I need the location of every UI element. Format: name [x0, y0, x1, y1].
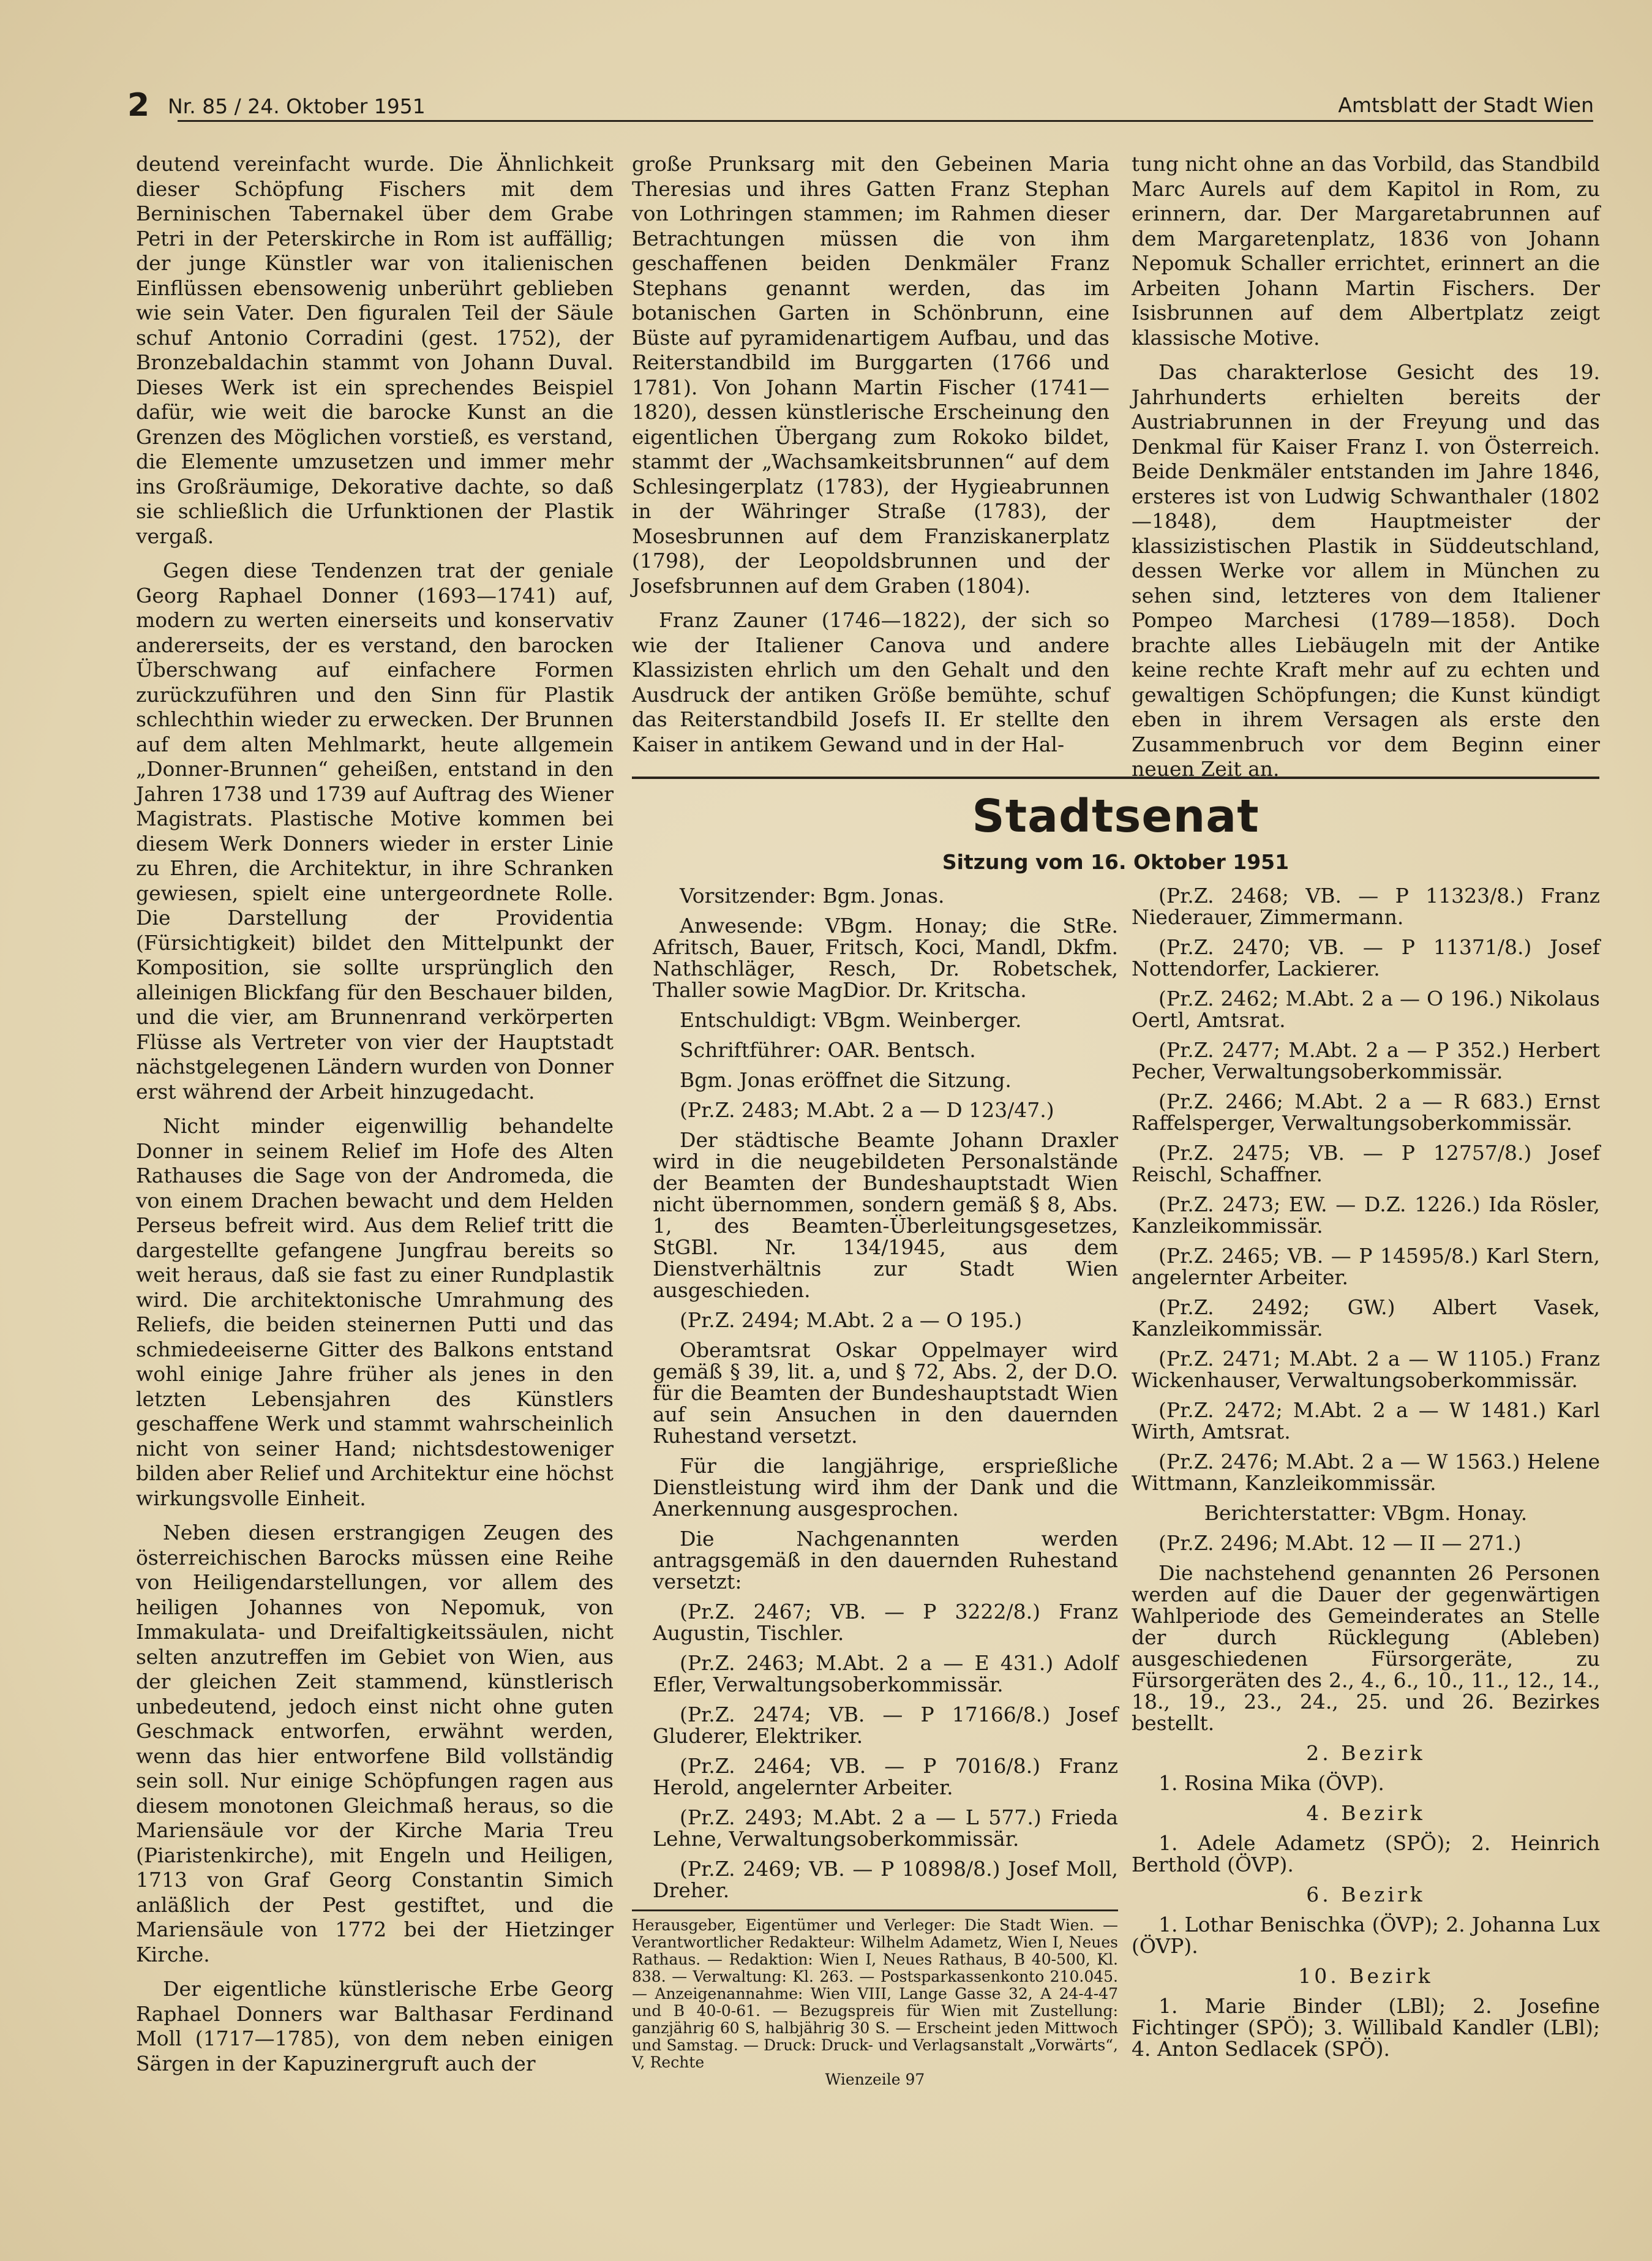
district-members: 1. Adele Adametz (SPÖ); 2. Heinrich Berthold (ÖVP).: [1132, 1831, 1600, 1876]
minutes-entry: (Pr.Z. 2477; M.Abt. 2 a — P 352.) Herbert Pecher, Verwaltungsoberkommissär.: [1132, 1038, 1600, 1083]
minutes-entry: (Pr.Z. 2467; VB. — P 3222/8.) Franz Augustin, Tischler.: [653, 1600, 1118, 1645]
minutes-entry: (Pr.Z. 2464; VB. — P 7016/8.) Franz Herold, angelernter Arbeiter.: [653, 1754, 1118, 1799]
minutes-entry: Die Nachgenannten werden antragsgemäß in den dauernden Ruhestand versetzt:: [653, 1527, 1118, 1593]
minutes-entry: (Pr.Z. 2496; M.Abt. 12 — II — 271.): [1158, 1531, 1522, 1555]
imprint-last-line: Wienzeile 97: [825, 2071, 925, 2088]
minutes-entry: Vorsitzender: Bgm. Jonas.: [680, 884, 945, 908]
minutes-entry: Anwesende: VBgm. Honay; die StRe. Afritsch, Bauer, Fritsch, Koci, Mandl, Dkfm. Nathschläger, Resch, Dr. Robetschek, Thaller sowie MagDior. Dr. Kritscha.: [653, 914, 1118, 1002]
minutes-entry: Der städtische Beamte Johann Draxler wird in die neugebildeten Personalstände der Beamten der Bundeshauptstadt Wien nicht übernommen, sondern gemäß § 8, Abs. 1, des Beamten-Überleitungsgesetzes, StGBl. Nr. 134/1945, aus dem Dienstverhältnis zur Stadt Wien ausgeschieden.: [653, 1128, 1118, 1302]
paragraph: große Prunksarg mit den Gebeinen Maria Theresias und ihres Gatten Franz Stephan von Lothringen stammen; im Rahmen dieser Betrachtungen müssen die von ihm geschaffenen beiden Denkmäler Franz Stephans genannt werden, das im botanischen Garten in Schönbrunn, eine Büste auf pyramidenartigem Aufbau, und das Reiterstandbild im Burggarten (1766 und 1781). Von Johann Martin Fischer (1741—1820), dessen künstlerische Erscheinung den eigentlichen Übergang zum Rokoko bildet, stammt der „Wachsamkeitsbrunnen“ auf dem Schlesingerplatz (1783), der Hygieabrunnen in der Währinger Straße (1783), der Mosesbrunnen auf dem Franziskanerplatz (1798), der Leopoldsbrunnen und der Josefsbrunnen auf dem Graben (1804).: [632, 152, 1109, 598]
minutes-entry: (Pr.Z. 2469; VB. — P 10898/8.) Josef Moll, Dreher.: [653, 1857, 1118, 1902]
article-column-3: [1132, 152, 1600, 792]
district-heading: 2. Bezirk: [1306, 1741, 1425, 1765]
imprint-text: Herausgeber, Eigentümer und Verleger: Die Stadt Wien. — Verantwortlicher Redakteur: Wilhelm Adametz, Wien I, Neues Rathaus. — Redaktion: Wien I, Neues Rathaus, B 40-500, Kl. 838. — Verwaltung: Kl. 263. — Postsparkassenkonto 210.045. — Anzeigenannahme: Wien VIII, Lange Gasse 32, A 24-4-47 und B 40-0-61. — Bezugspreis für Wien mit Zustellung: ganzjährig 60 S, halbjährig 30 S. — Erscheint jeden Mittwoch und Samstag. — Druck: Druck- und Verlagsanstalt „Vorwärts“, V, Rechte: [632, 1916, 1118, 2071]
senat-column-left: [653, 885, 1118, 1909]
minutes-entry: (Pr.Z. 2471; M.Abt. 2 a — W 1105.) Franz Wickenhauser, Verwaltungsoberkommissär.: [1132, 1347, 1600, 1392]
minutes-entry: (Pr.Z. 2494; M.Abt. 2 a — O 195.): [680, 1308, 1023, 1332]
paragraph: tung nicht ohne an das Vorbild, das Standbild Marc Aurels auf dem Kapitol in Rom, zu erinnern, dar. Der Margaretabrunnen auf dem Margaretenplatz, 1836 von Johann Nepomuk Schaller errichtet, erinnert an die Arbeiten Johann Martin Fischers. Der Isisbrunnen auf dem Albertplatz zeigt klassische Motive.: [1132, 152, 1600, 350]
district-heading: 4. Bezirk: [1306, 1801, 1425, 1825]
minutes-entry: Oberamtsrat Oskar Oppelmayer wird gemäß § 39, lit. a, und § 72, Abs. 2, der D.O. für die Beamten der Bundeshauptstadt Wien auf sein Ansuchen in den dauernden Ruhestand versetzt.: [653, 1338, 1118, 1448]
journal-title: Amtsblatt der Stadt Wien: [1338, 93, 1594, 117]
paragraph: deutend vereinfacht wurde. Die Ähnlichkeit dieser Schöpfung Fischers mit dem Berninischen Tabernakel über dem Grabe Petri in der Peterskirche in Rom ist auffällig; der junge Künstler war von italienischen Einflüssen ebensowenig unberührt geblieben wie sein Vater. Den figuralen Teil der Säule schuf Antonio Corradini (gest. 1752), der Bronzebaldachin stammt von Johann Duval. Dieses Werk ist ein sprechendes Beispiel dafür, wie weit die barocke Kunst an die Grenzen des Möglichen vorstieß, es verstand, die Elemente umzusetzen und immer mehr ins Großräumige, Dekorative dachte, so daß sie schließlich die Urfunktionen der Plastik vergaß.: [136, 152, 614, 548]
paragraph: Nicht minder eigenwillig behandelte Donner in seinem Relief im Hofe des Alten Rathauses die Sage von der Andromeda, die von einem Drachen bewacht und dem Helden Perseus befreit wird. Aus dem Relief tritt die dargestellte gefangene Jungfrau bereits so weit heraus, daß sie fast zu einer Rundplastik wird. Die architektonische Umrahmung des Reliefs, die beiden steinernen Putti und das schmiedeeiserne Gitter des Balkons entstand wohl einige Jahre früher als jenes in den letzten Lebensjahren des Künstlers geschaffene Werk und stammt wahrscheinlich nicht von seiner Hand; nichtsdestoweniger bilden aber Relief und Architektur eine höchst wirkungsvolle Einheit.: [136, 1114, 614, 1510]
minutes-entry: (Pr.Z. 2492; GW.) Albert Vasek, Kanzleikommissär.: [1132, 1295, 1600, 1341]
minutes-entry: (Pr.Z. 2476; M.Abt. 2 a — W 1563.) Helene Wittmann, Kanzleikommissär.: [1132, 1450, 1600, 1495]
district-heading: 6. Bezirk: [1306, 1883, 1425, 1906]
minutes-entry: Entschuldigt: VBgm. Weinberger.: [680, 1008, 1022, 1032]
minutes-entry: Schriftführer: OAR. Bentsch.: [680, 1038, 976, 1062]
district-members: 1. Marie Binder (LBl); 2. Josefine Fichtinger (SPÖ); 3. Willibald Kandler (LBl); 4. Anton Sedlacek (SPÖ).: [1132, 1994, 1600, 2061]
minutes-entry: Für die langjährige, ersprießliche Dienstleistung wird ihm der Dank und die Anerkennung ausgesprochen.: [653, 1454, 1118, 1521]
minutes-entry: (Pr.Z. 2493; M.Abt. 2 a — L 577.) Frieda Lehne, Verwaltungsoberkommissär.: [653, 1805, 1118, 1851]
paragraph: Das charakterlose Gesicht des 19. Jahrhunderts erhielten bereits der Austriabrunnen in der Freyung und das Denkmal für Kaiser Franz I. von Österreich. Beide Denkmäler entstanden im Jahre 1846, ersteres ist von Ludwig Schwanthaler (1802—1848), dem Hauptmeister der klassizistischen Plastik in Süddeutschland, dessen Werke vor allem in München zu sehen sind, letzteres von dem Italiener Pompeo Marchesi (1789—1858). Doch brachte alles Liebäugeln mit der Antike keine rechte Kraft mehr auf zu echten und gewaltigen Schöpfungen; die Kunst kündigt eben in ihrem Versagen als erste den Zusammenbruch vor dem Beginn einer neuen Zeit an.: [1132, 360, 1600, 781]
article-column-1: [136, 152, 614, 2086]
reporter-line: Berichterstatter: VBgm. Honay.: [1204, 1501, 1528, 1525]
section-rule: [632, 777, 1599, 779]
imprint-rule: [632, 1909, 1118, 1911]
page-number: 2: [127, 87, 150, 124]
issue-line: Nr. 85 / 24. Oktober 1951: [168, 94, 426, 118]
paragraph: Gegen diese Tendenzen trat der geniale Georg Raphael Donner (1693—1741) auf, modern zu werten einerseits und konservativ andererseits, der es verstand, den barocken Überschwang auf einfachere Formen zurückzuführen und den Sinn für Plastik schlechthin wieder zu erwecken. Der Brunnen auf dem alten Mehlmarkt, heute allgemein „Donner-Brunnen“ geheißen, entstand in den Jahren 1738 und 1739 auf Auftrag des Wiener Magistrats. Plastische Motive kommen bei diesem Werk Donners wieder in erster Linie zu Ehren, die Architektur, in ihre Schranken gewiesen, spielt eine untergeordnete Rolle. Die Darstellung der Providentia (Fürsichtigkeit) bildet den Mittelpunkt der Komposition, sie sollte ursprünglich den alleinigen Blickfang für den Beschauer bilden, und die vier, am Brunnenrand verkörperten Flüsse als Vertreter von vier der Hauptstadt nächstgelegenen Ländern wurden von Donner erst während der Arbeit hinzugedacht.: [136, 559, 614, 1104]
minutes-entry: (Pr.Z. 2462; M.Abt. 2 a — O 196.) Nikolaus Oertl, Amtsrat.: [1132, 987, 1600, 1032]
minutes-entry: (Pr.Z. 2475; VB. — P 12757/8.) Josef Reischl, Schaffner.: [1132, 1141, 1600, 1186]
paragraph: Neben diesen erstrangigen Zeugen des österreichischen Barocks müssen eine Reihe von Heiligendarstellungen, vor allem des heiligen Johannes von Nepomuk, von Immakulata- und Dreifaltigkeitssäulen, nicht selten anzutreffen im Gebiet von Wien, aus der gleichen Zeit stammend, künstlerisch unbedeutend, jedoch einst nicht ohne guten Geschmack entworfen, erwähnt werden, wenn das hier entworfene Bild vollständig sein soll. Nur einige Schöpfungen ragen aus diesem monotonen Gleichmaß heraus, so die Mariensäule vor der Kirche Maria Treu (Piaristenkirche), mit Engeln und Heiligen, 1713 von Graf Georg Constantin Simich anläßlich der Pest gestiftet, und die Mariensäule von 1772 bei der Hietzinger Kirche.: [136, 1521, 614, 1966]
minutes-entry: Bgm. Jonas eröffnet die Sitzung.: [680, 1068, 1012, 1092]
minutes-entry: (Pr.Z. 2463; M.Abt. 2 a — E 431.) Adolf Efler, Verwaltungsoberkommissär.: [653, 1651, 1118, 1696]
minutes-entry: (Pr.Z. 2466; M.Abt. 2 a — R 683.) Ernst Raffelsperger, Verwaltungsoberkommissär.: [1132, 1089, 1600, 1135]
paragraph: Franz Zauner (1746—1822), der sich so wie der Italiener Canova und andere Klassizisten ehrlich um den Gehalt und den Ausdruck der antiken Größe bemühte, schuf das Reiterstandbild Josefs II. Er stellte den Kaiser in antikem Gewand und in der Hal-: [632, 608, 1109, 756]
page-header: [127, 87, 1594, 124]
minutes-entry: (Pr.Z. 2468; VB. — P 11323/8.) Franz Niederauer, Zimmermann.: [1132, 884, 1600, 929]
header-rule: [178, 120, 1593, 122]
minutes-entry: (Pr.Z. 2465; VB. — P 14595/8.) Karl Stern, angelernter Arbeiter.: [1132, 1244, 1600, 1289]
minutes-entry: (Pr.Z. 2483; M.Abt. 2 a — D 123/47.): [680, 1098, 1054, 1122]
minutes-entry: (Pr.Z. 2470; VB. — P 11371/8.) Josef Nottendorfer, Lackierer.: [1132, 935, 1600, 980]
paragraph: Der eigentliche künstlerische Erbe Georg Raphael Donners war Balthasar Ferdinand Moll (1717—1785), von dem neben einigen Särgen in der Kapuzinergruft auch der: [136, 1977, 614, 2075]
section-subtitle: Sitzung vom 16. Oktober 1951: [942, 850, 1290, 874]
minutes-entry: Die nachstehend genannten 26 Personen werden auf die Dauer der gegenwärtigen Wahlperiode des Gemeinderates an Stelle der durch Rücklegung (Ableben) ausgeschiedenen Fürsorgeräte, zu Fürsorgeräten des 2., 4., 6., 10., 11., 12., 14., 18., 19., 23., 24., 25. und 26. Bezirkes bestellt.: [1132, 1561, 1600, 1735]
district-members: 1. Rosina Mika (ÖVP).: [1158, 1771, 1384, 1795]
minutes-entry: (Pr.Z. 2472; M.Abt. 2 a — W 1481.) Karl Wirth, Amtsrat.: [1132, 1398, 1600, 1443]
district-members: 1. Lothar Benischka (ÖVP); 2. Johanna Lux (ÖVP).: [1132, 1913, 1600, 1958]
minutes-entry: (Pr.Z. 2474; VB. — P 17166/8.) Josef Gluderer, Elektriker.: [653, 1702, 1118, 1748]
imprint: [632, 1917, 1118, 2088]
article-column-2: [632, 152, 1109, 767]
minutes-entry: (Pr.Z. 2473; EW. — D.Z. 1226.) Ida Rösler, Kanzleikommissär.: [1132, 1192, 1600, 1238]
district-heading: 10. Bezirk: [1298, 1964, 1433, 1988]
section-title: Stadtsenat: [972, 790, 1260, 843]
senat-column-right: [1132, 885, 1600, 2068]
